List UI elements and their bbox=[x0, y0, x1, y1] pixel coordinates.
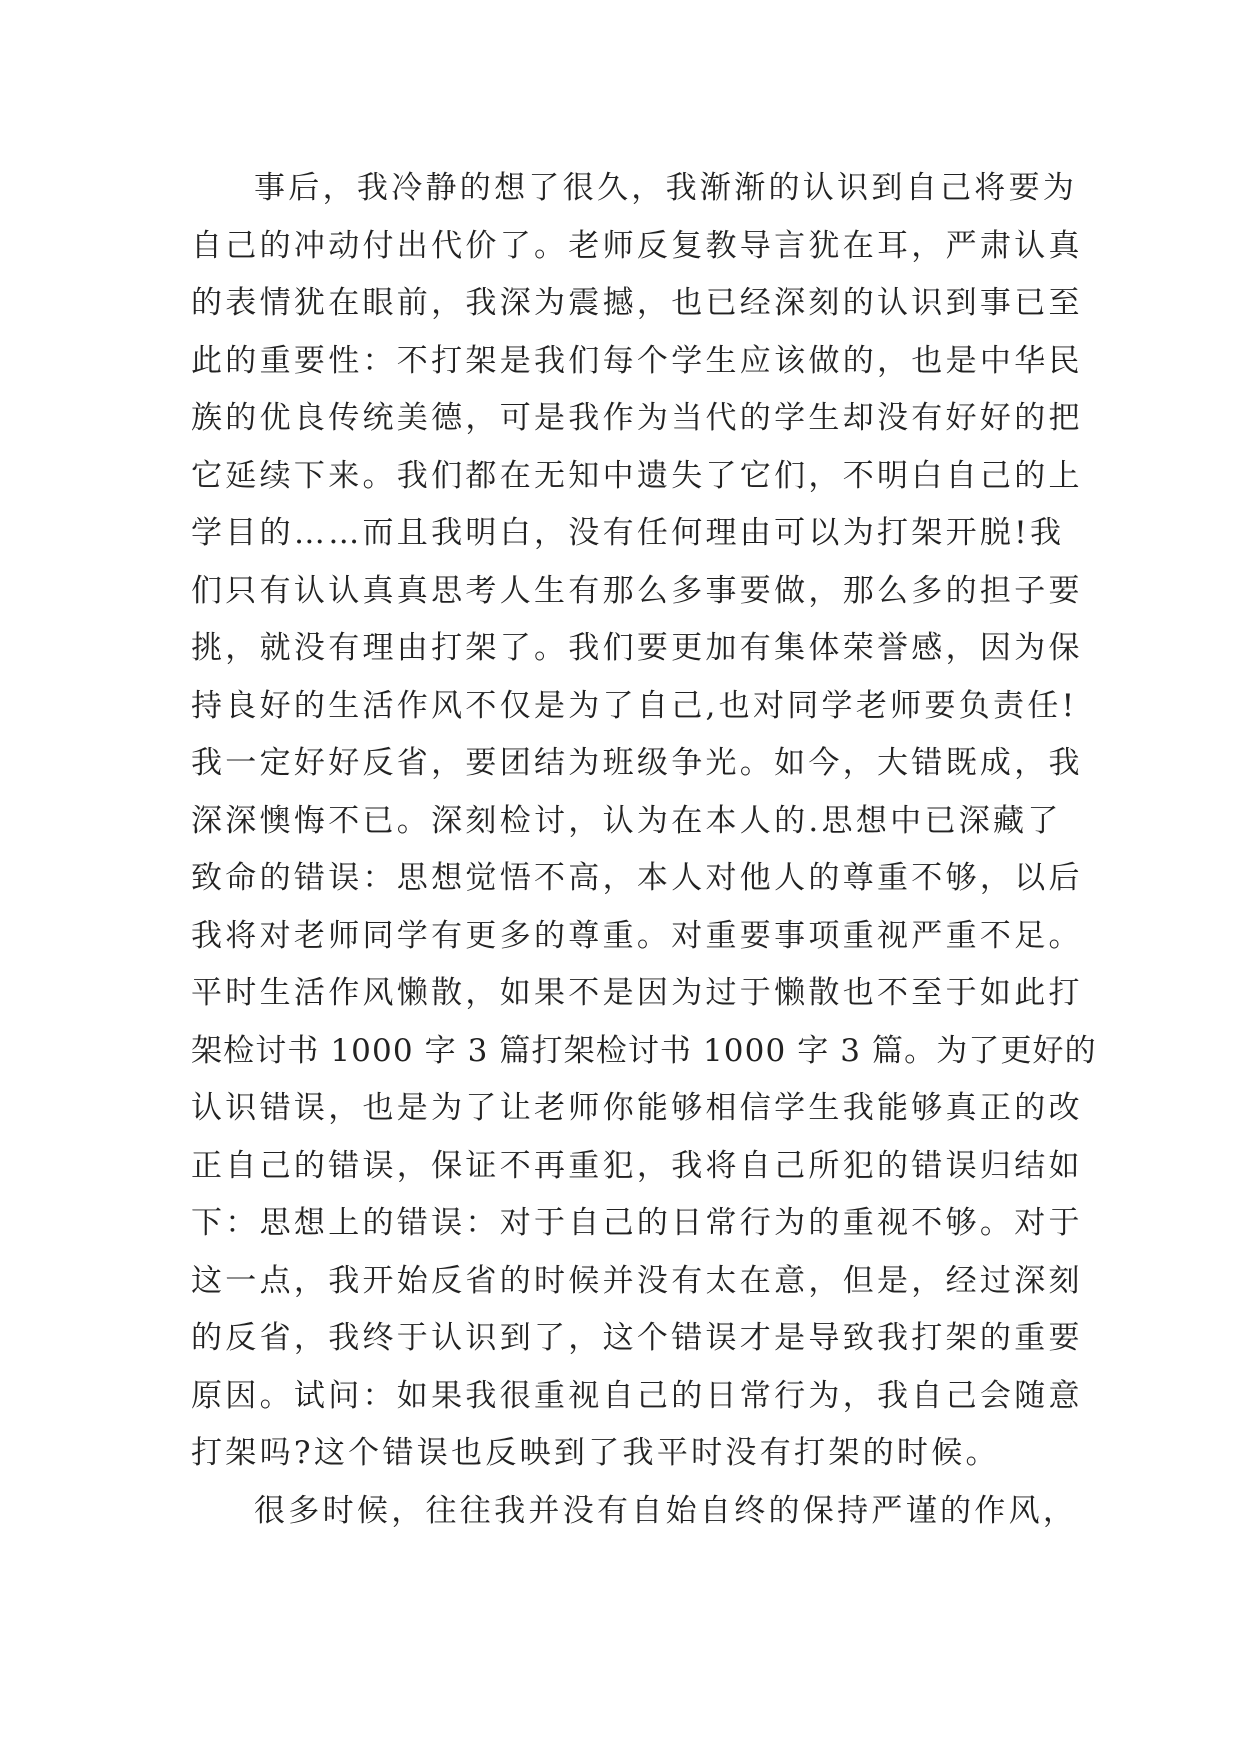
paragraph-1-line-9: 挑，就没有理由打架了。我们要更加有集体荣誉感，因为保 bbox=[191, 630, 1083, 666]
paragraph-1-line-2: 自己的冲动付出代价了。老师反复教导言犹在耳，严肃认真 bbox=[191, 228, 1083, 264]
paragraph-1-line-19: 下：思想上的错误：对于自己的日常行为的重视不够。对于 bbox=[191, 1205, 1083, 1241]
paragraph-1-line-6: 它延续下来。我们都在无知中遗失了它们，不明白自己的上 bbox=[191, 458, 1083, 494]
paragraph-1-line-18: 正自己的错误，保证不再重犯，我将自己所犯的错误归结如 bbox=[191, 1148, 1083, 1184]
paragraph-1-line-11: 我一定好好反省，要团结为班级争光。如今，大错既成，我 bbox=[191, 745, 1083, 781]
paragraph-2-line-1: 很多时候，往往我并没有自始自终的保持严谨的作风， bbox=[254, 1493, 1078, 1529]
paragraph-1-line-12: 深深懊悔不已。深刻检讨，认为在本人的.思想中已深藏了 bbox=[191, 803, 1062, 839]
paragraph-1-line-17: 认识错误，也是为了让老师你能够相信学生我能够真正的改 bbox=[191, 1090, 1083, 1126]
paragraph-1-line-8: 们只有认认真真思考人生有那么多事要做，那么多的担子要 bbox=[191, 573, 1083, 609]
paragraph-1-line-20: 这一点，我开始反省的时候并没有太在意，但是，经过深刻 bbox=[191, 1263, 1083, 1299]
paragraph-1-line-4: 此的重要性：不打架是我们每个学生应该做的，也是中华民 bbox=[191, 343, 1083, 379]
paragraph-1-line-15: 平时生活作风懒散，如果不是因为过于懒散也不至于如此打 bbox=[191, 975, 1083, 1011]
paragraph-1-line-21: 的反省，我终于认识到了，这个错误才是导致我打架的重要 bbox=[191, 1320, 1083, 1356]
paragraph-1-line-10: 持良好的生活作风不仅是为了自己,也对同学老师要负责任! bbox=[191, 688, 1078, 724]
paragraph-1-line-22: 原因。试问：如果我很重视自己的日常行为，我自己会随意 bbox=[191, 1378, 1083, 1414]
paragraph-1-line-23: 打架吗?这个错误也反映到了我平时没有打架的时候。 bbox=[191, 1435, 1000, 1471]
paragraph-1-line-14: 我将对老师同学有更多的尊重。对重要事项重视严重不足。 bbox=[191, 918, 1083, 954]
paragraph-1-line-5: 族的优良传统美德，可是我作为当代的学生却没有好好的把 bbox=[191, 400, 1083, 436]
paragraph-1-line-16: 架检讨书 1000 字 3 篇打架检讨书 1000 字 3 篇。为了更好的 bbox=[191, 1033, 1097, 1069]
paragraph-1-line-3: 的表情犹在眼前，我深为震撼，也已经深刻的认识到事已至 bbox=[191, 285, 1083, 321]
paragraph-1-line-13: 致命的错误：思想觉悟不高，本人对他人的尊重不够，以后 bbox=[191, 860, 1083, 896]
paragraph-1-line-1: 事后，我冷静的想了很久，我渐渐的认识到自己将要为 bbox=[254, 170, 1078, 206]
paragraph-1-line-7: 学目的……而且我明白，没有任何理由可以为打架开脱!我 bbox=[191, 515, 1065, 551]
